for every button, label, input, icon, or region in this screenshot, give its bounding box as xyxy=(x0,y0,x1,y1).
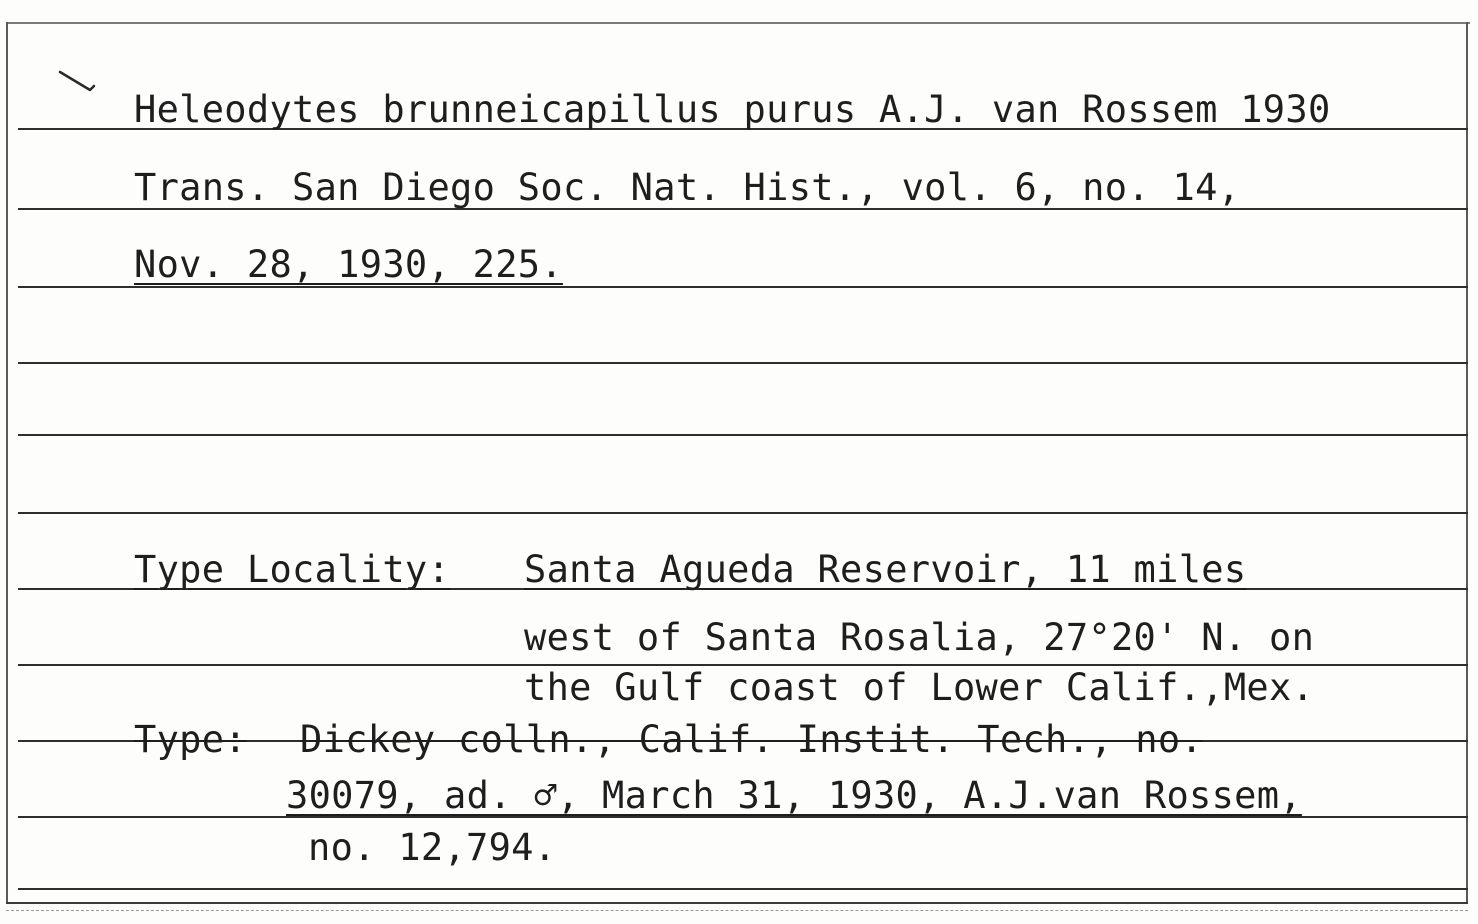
type-locality-line-3: the Gulf coast of Lower Calif.,Mex. xyxy=(524,666,1315,709)
ruled-line xyxy=(18,362,1468,364)
ruled-line xyxy=(18,434,1468,436)
citation-line-1: Heleodytes brunneicapillus purus A.J. van Rossem 1930 xyxy=(134,88,1331,131)
type-label: Type: xyxy=(134,718,247,761)
ruled-line xyxy=(18,888,1468,890)
type-line-1: Dickey colln., Calif. Instit. Tech., no. xyxy=(300,718,1204,761)
type-locality-line-1: Santa Agueda Reservoir, 11 miles xyxy=(524,548,1247,591)
type-locality-line-2: west of Santa Rosalia, 27°20' N. on xyxy=(524,616,1315,659)
ruled-line xyxy=(18,512,1468,514)
card-left-edge xyxy=(6,22,8,902)
citation-line-2: Trans. San Diego Soc. Nat. Hist., vol. 6, no. 14, xyxy=(134,166,1241,209)
checkmark-icon xyxy=(56,66,102,106)
ruled-line xyxy=(18,286,1468,288)
type-line-3: no. 12,794. xyxy=(308,826,557,869)
citation-line-3: Nov. 28, 1930, 225. xyxy=(134,243,563,286)
card-bottom-edge xyxy=(6,902,1468,904)
card-bottom-margin xyxy=(6,910,1468,911)
card-right-edge xyxy=(1466,22,1468,902)
card-top-edge xyxy=(6,22,1470,24)
type-locality-label: Type Locality: xyxy=(134,548,451,591)
type-line-2: 30079, ad. ♂, March 31, 1930, A.J.van Rossem, xyxy=(286,774,1302,817)
